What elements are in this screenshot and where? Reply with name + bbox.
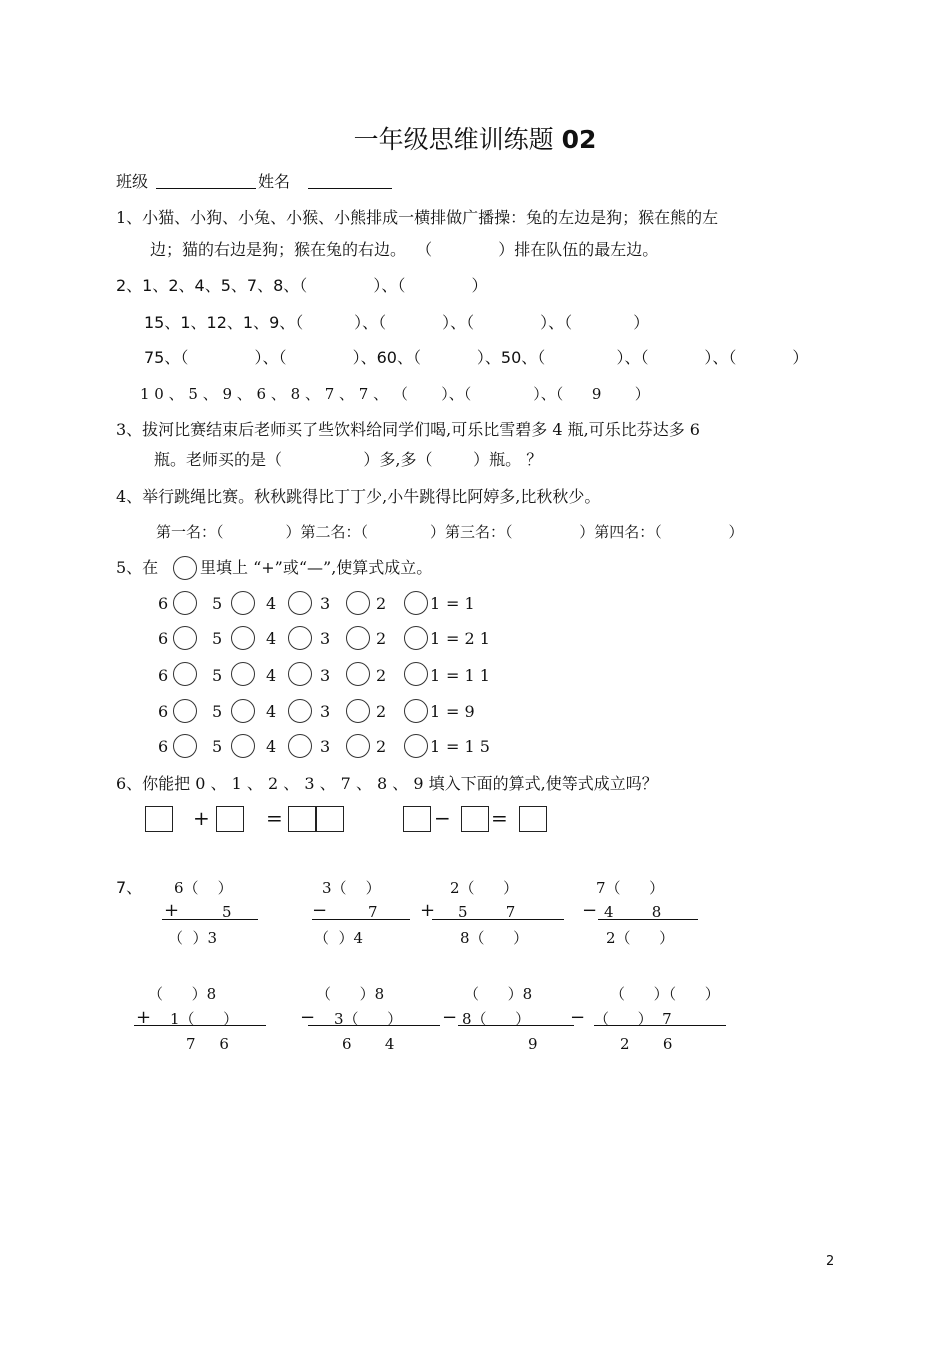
sum-line (162, 919, 258, 920)
operator-circle[interactable] (288, 734, 312, 758)
operator-circle[interactable] (173, 626, 197, 650)
operator-circle[interactable] (231, 662, 255, 686)
q2-line2: 15、1、12、1、9、（ ）、（ ）、（ ）、（ ） (144, 313, 650, 332)
operator-circle[interactable] (288, 699, 312, 723)
answer-box[interactable] (216, 806, 244, 832)
problem-operator: − (312, 900, 328, 921)
q1-line1: 1、小猫、小狗、小兔、小猴、小熊排成一横排做广播操：兔的左边是狗；猴在熊的左 (116, 208, 719, 227)
equals-sign: = (491, 806, 508, 830)
operator-circle[interactable] (288, 626, 312, 650)
q2-line4: 1 0 、 5 、 9 、 6 、 8 、 7 、 7 、 （ ）、（ ）、（ 9 ） (140, 385, 650, 403)
equals-sign: = (266, 806, 283, 830)
plus-sign: + (193, 806, 210, 830)
q6-text: 6、你能把 0 、 1 、 2 、 3 、 7 、 8 、 9 填入下面的算式,使等式成立吗？ (116, 774, 658, 793)
operator-circle[interactable] (346, 734, 370, 758)
q5-num: 5 (212, 594, 223, 613)
q2-line3: 75、（ ）、（ ）、60、（ ）、50、（ ）、（ ）、（ ） (144, 348, 809, 367)
q5-result: = 9 (446, 702, 475, 721)
operator-circle[interactable] (346, 699, 370, 723)
answer-box[interactable] (316, 806, 344, 832)
q5-num: 5 (212, 702, 223, 721)
q1-line2: 边；猫的右边是狗；猴在兔的右边。 （ ）排在队伍的最左边。 (150, 240, 659, 259)
problem-bottom: 7 6 (186, 1035, 229, 1053)
problem-bottom: 9 (528, 1035, 538, 1053)
operator-circle[interactable] (404, 734, 428, 758)
answer-box[interactable] (403, 806, 431, 832)
q5-num: 1 (430, 702, 441, 721)
q3-line1: 3、拔河比赛结束后老师买了些饮料给同学们喝,可乐比雪碧多 4 瓶,可乐比芬达多 6 (116, 420, 700, 439)
answer-box[interactable] (145, 806, 173, 832)
answer-box[interactable] (288, 806, 316, 832)
q5-suffix: 里填上 “+”或“—”,使算式成立。 (200, 558, 433, 577)
operator-circle[interactable] (231, 591, 255, 615)
operator-circle[interactable] (346, 626, 370, 650)
problem-operator: − (300, 1007, 316, 1028)
operator-circle[interactable] (231, 626, 255, 650)
sum-line (598, 919, 698, 920)
q5-num: 2 (376, 702, 387, 721)
operator-circle[interactable] (173, 699, 197, 723)
class-blank (156, 188, 256, 189)
problem-top: 6（ ） (174, 879, 233, 897)
operator-circle[interactable] (231, 699, 255, 723)
problem-middle: 7 (368, 903, 378, 921)
q2-line1: 2、1、2、4、5、7、8、（ ）、（ ） (116, 276, 488, 295)
q5-num: 1 (430, 594, 441, 613)
operator-circle[interactable] (404, 699, 428, 723)
problem-top: （ ）（ ） (610, 985, 720, 1003)
q5-num: 4 (266, 594, 277, 613)
q5-num: 6 (158, 629, 169, 648)
operator-circle[interactable] (404, 591, 428, 615)
title-text: 一年级思维训练题 (353, 125, 554, 154)
sum-line (594, 1025, 726, 1026)
problem-operator: − (570, 1007, 586, 1028)
q4-line2: 第一名：（ ）第二名：（ ）第三名：（ ）第四名：（ ） (156, 523, 744, 541)
q5-num: 6 (158, 594, 169, 613)
operator-circle[interactable] (288, 591, 312, 615)
problem-middle: 8（ ） (462, 1010, 531, 1028)
problem-operator: − (582, 900, 598, 921)
operator-circle[interactable] (173, 734, 197, 758)
answer-box[interactable] (461, 806, 489, 832)
q5-prefix: 5、在 (116, 558, 159, 577)
q5-result: = 1 5 (446, 737, 490, 756)
problem-bottom: 8（ ） (460, 929, 529, 947)
q5-num: 2 (376, 629, 387, 648)
problem-bottom: 2（ ） (606, 929, 675, 947)
q5-num: 2 (376, 737, 387, 756)
sum-line (312, 919, 410, 920)
sum-line (458, 1025, 574, 1026)
q5-num: 4 (266, 666, 277, 685)
problem-middle: 3（ ） (334, 1010, 403, 1028)
problem-top: （ ）8 (148, 985, 217, 1003)
name-label: 姓名 (258, 172, 291, 191)
problem-middle: 1（ ） (170, 1010, 239, 1028)
q5-num: 3 (320, 702, 331, 721)
q5-num: 6 (158, 737, 169, 756)
q5-num: 3 (320, 737, 331, 756)
q5-result: = 2 1 (446, 629, 490, 648)
q5-num: 4 (266, 737, 277, 756)
problem-operator: + (420, 900, 436, 921)
page-number: 2 (826, 1254, 835, 1269)
problem-middle: 5 (222, 903, 232, 921)
q5-num: 3 (320, 594, 331, 613)
q3-line2: 瓶。老师买的是（ ）多,多（ ）瓶。 ？ (154, 450, 543, 469)
sum-line (432, 919, 564, 920)
problem-bottom: 6 4 (342, 1035, 395, 1053)
q5-num: 1 (430, 666, 441, 685)
problem-middle: 5 7 (458, 903, 516, 921)
operator-circle[interactable] (404, 662, 428, 686)
problem-top: 3（ ） (322, 879, 381, 897)
problem-bottom: （ ）3 (168, 929, 218, 947)
sum-line (134, 1025, 266, 1026)
operator-circle[interactable] (288, 662, 312, 686)
q5-num: 1 (430, 737, 441, 756)
problem-operator: − (442, 1007, 458, 1028)
operator-circle[interactable] (404, 626, 428, 650)
problem-top: （ ）8 (464, 985, 533, 1003)
q5-num: 5 (212, 737, 223, 756)
minus-sign: − (434, 806, 451, 830)
q5-result: = 1 (446, 594, 475, 613)
operator-circle[interactable] (173, 662, 197, 686)
operator-circle[interactable] (173, 591, 197, 615)
operator-circle[interactable] (346, 662, 370, 686)
operator-circle[interactable] (346, 591, 370, 615)
q7-label: 7、 (116, 878, 143, 897)
page-title (0, 120, 950, 156)
q5-num: 2 (376, 666, 387, 685)
q5-num: 3 (320, 666, 331, 685)
q5-num: 4 (266, 702, 277, 721)
title-number: 02 (561, 125, 597, 154)
class-label: 班级 (116, 172, 149, 191)
q5-num: 5 (212, 666, 223, 685)
q5-num: 2 (376, 594, 387, 613)
sum-line (308, 1025, 440, 1026)
q5-num: 6 (158, 702, 169, 721)
q5-num: 6 (158, 666, 169, 685)
problem-bottom: 2 6 (620, 1035, 673, 1053)
problem-top: 2（ ） (450, 879, 519, 897)
answer-box[interactable] (519, 806, 547, 832)
problem-middle: （ ） 7 (594, 1010, 672, 1028)
q5-num: 1 (430, 629, 441, 648)
problem-bottom: （ ）4 (314, 929, 364, 947)
problem-middle: 4 8 (604, 903, 662, 921)
q5-num: 5 (212, 629, 223, 648)
problem-operator: + (164, 900, 180, 921)
name-blank (308, 188, 392, 189)
q5-circle-icon (173, 556, 197, 580)
q4-line1: 4、举行跳绳比赛。秋秋跳得比丁丁少,小牛跳得比阿婷多,比秋秋少。 (116, 487, 601, 506)
q5-num: 4 (266, 629, 277, 648)
q5-num: 3 (320, 629, 331, 648)
problem-operator: + (136, 1007, 152, 1028)
problem-top: （ ）8 (316, 985, 385, 1003)
operator-circle[interactable] (231, 734, 255, 758)
q5-result: = 1 1 (446, 666, 490, 685)
problem-top: 7（ ） (596, 879, 665, 897)
